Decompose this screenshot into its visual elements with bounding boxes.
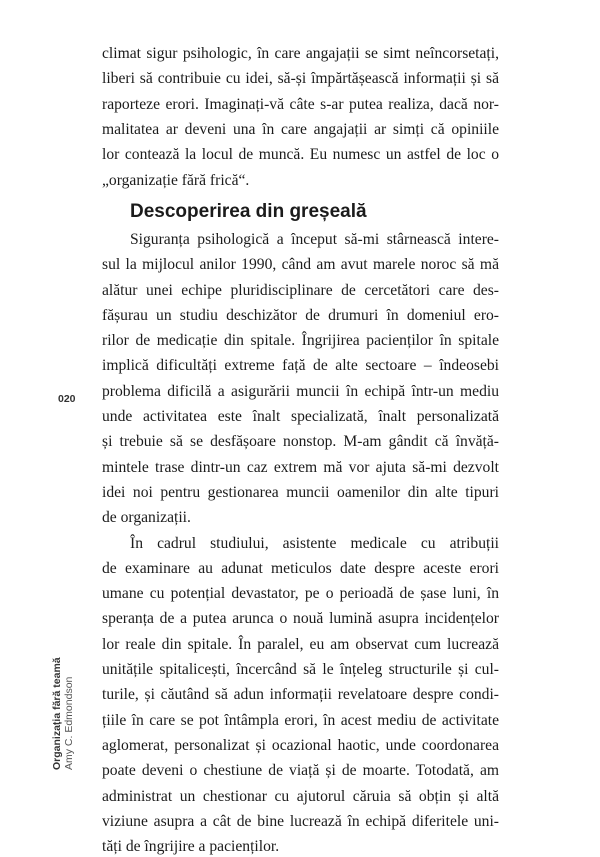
- text-line: Siguranța psihologică a început să-mi stârnească intere-: [130, 230, 499, 248]
- text-line: poate deveni o chestiune de viață și de moarte. Totodată, am: [102, 762, 499, 780]
- text-line: malitatea ar deveni una în care angajații ar simți că opiniile: [102, 120, 499, 138]
- section-heading: Descoperirea din greșeală: [130, 200, 367, 222]
- text-line: de examinare au adunat meticulos date despre aceste erori: [102, 559, 499, 577]
- text-line: aglomerat, personalizat și ocazional haotic, unde coordonarea: [102, 736, 499, 754]
- text-line: climat sigur psihologic, în care angajații se simt neîncorsetați,: [102, 45, 499, 62]
- text-line: și trebuie să se desfășoare nonstop. M-am gândit că învăță-: [102, 433, 499, 451]
- page-number: 020: [58, 393, 76, 405]
- text-line: lor reale din spitale. În paralel, eu am observat cum lucrează: [102, 635, 499, 653]
- running-head: [51, 657, 75, 770]
- text-line: viziune asupra a cât de bine lucrează în echipă diferitele uni-: [102, 812, 499, 830]
- text-line: problema dificilă a asigurării muncii în echipă într-un mediu: [102, 382, 499, 400]
- text-line: liberi să contribuie cu idei, să-și împărtășească informații și să: [102, 70, 499, 88]
- text-line: speranța de a putea arunca o nouă lumină asupra incidențelor: [102, 610, 499, 628]
- text-line: tăți de îngrijire a pacienților.: [102, 838, 280, 856]
- text-line: administrat un chestionar cu ajutorul căruia să obțin și altă: [102, 787, 499, 805]
- text-line: lor contează la locul de muncă. Eu numesc un astfel de loc o: [102, 146, 499, 164]
- text-line: „organizație fără frică“.: [102, 171, 250, 189]
- text-line: idei noi pentru gestionarea muncii oamenilor din alte tipuri: [102, 483, 499, 501]
- text-line: alătur unei echipe pluridisciplinare de cercetători care des-: [102, 281, 499, 299]
- text-line: raporteze erori. Imaginați-vă câte s-ar putea realiza, dacă nor-: [102, 95, 499, 113]
- text-line: fășurau un studiu deschizător de drumuri în domeniul ero-: [102, 306, 499, 324]
- text-line: țiile în care se pot întâmpla erori, în acest mediu de activitate: [102, 711, 499, 729]
- text-line: implică dificultăți extreme față de alte sectoare – îndeosebi: [102, 357, 499, 375]
- text-line: unde activitatea este înalt specializată, înalt personalizată: [102, 408, 499, 426]
- text-line: umane cu potențial devastator, pe o perioadă de șase luni, în: [102, 585, 499, 603]
- text-line: mintele trase dintr-un caz extrem mă vor ajuta să-mi dezvolt: [102, 458, 499, 476]
- text-line: rilor de medicație din spitale. Îngrijirea pacienților în spitale: [102, 332, 499, 350]
- book-title: Organizația fără teamă: [51, 657, 63, 770]
- text-line: turile, și căutând să adun informații revelatoare despre condi-: [102, 686, 499, 704]
- text-line: de organizații.: [102, 509, 191, 527]
- text-line: În cadrul studiului, asistente medicale cu atribuții: [130, 534, 499, 552]
- author-name: Amy C. Edmondson: [63, 676, 75, 770]
- text-line: unitățile spitalicești, încercând să le înțeleg structurile și cul-: [102, 661, 499, 679]
- text-line: sul la mijlocul anilor 1990, când am avut marele noroc să mă: [102, 256, 499, 274]
